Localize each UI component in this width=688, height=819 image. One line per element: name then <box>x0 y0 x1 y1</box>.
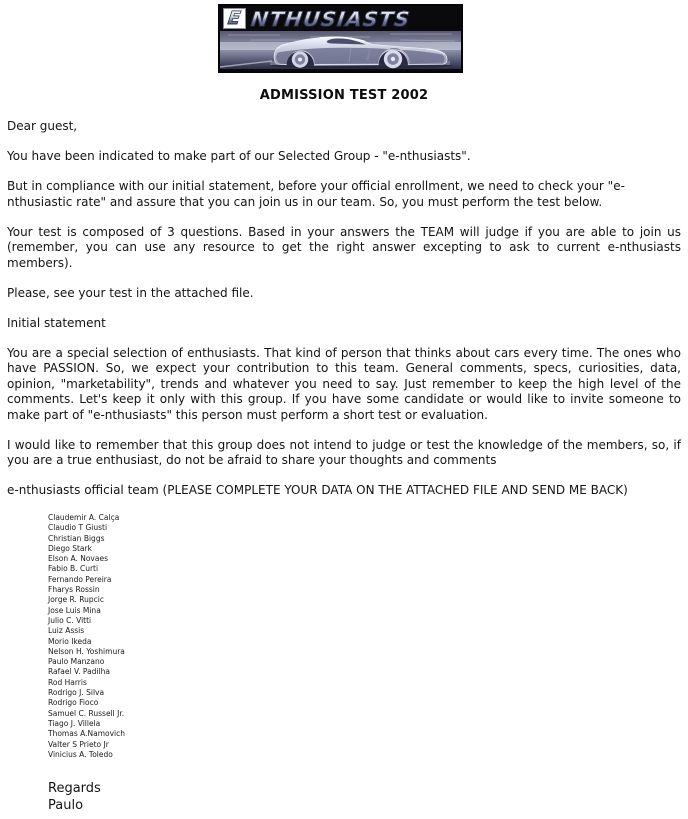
logo-text: NTHUSIASTS <box>249 6 412 31</box>
page-title: ADMISSION TEST 2002 <box>259 88 429 103</box>
member-name: Morio Ikeda <box>48 636 92 646</box>
member-name: Valter S Prieto Jr <box>48 739 109 749</box>
member-name: Rod Harris <box>48 677 87 687</box>
logo-bar <box>220 6 461 31</box>
logo-e-icon <box>223 8 246 29</box>
paragraph-reminder: I would like to remember that this group does not intend to judge or test the knowledge of the members, so, if you are a true enthusiast, do not be afraid to share your thoughts and comments <box>7 437 681 467</box>
member-name: Fernando Pereira <box>48 574 112 584</box>
member-name: Claudemir A. Calça <box>48 513 120 522</box>
member-name: Luiz Assis <box>48 626 85 636</box>
member-name: Rafael V. Padilha <box>48 667 110 677</box>
member-name: Julio C. Vitti <box>48 615 92 625</box>
member-name: Vinicius A. Toledo <box>48 749 113 759</box>
member-name: Fabio B. Curti <box>48 564 99 574</box>
email-document <box>0 4 688 819</box>
member-name: Tiago J. Villela <box>48 718 101 728</box>
closing-regards: Regards <box>48 781 101 797</box>
member-name: Jose Luis Mina <box>48 605 101 615</box>
paragraph-compliance: But in compliance with our initial statement, before your official enrollment, we need to check your "e-nthusiastic rate" and assure that you can join us in our team. So, you must perform the test below. <box>7 179 625 209</box>
member-name: Paulo Manzano <box>48 657 105 667</box>
member-name: Samuel C. Russell Jr. <box>48 708 125 718</box>
initial-statement-label: Initial statement <box>7 315 106 330</box>
member-name: Nelson H. Yoshimura <box>48 646 125 656</box>
member-name: Diego Stark <box>48 543 92 553</box>
member-name: Christian Biggs <box>48 533 105 543</box>
letter-body <box>0 119 688 814</box>
paragraph-invitation: You have been indicated to make part of our Selected Group - "e-nthusiasts". <box>7 149 471 163</box>
member-name: Rodrigo Fioco <box>48 698 99 708</box>
member-name: Rodrigo J. Silva <box>48 688 105 698</box>
member-name: Fharys Rossin <box>48 585 100 595</box>
enthusiasts-banner <box>218 4 463 73</box>
member-name: Elson A. Novaes <box>48 554 108 564</box>
member-name: Jorge R. Rupcic <box>48 595 104 605</box>
member-list <box>48 513 681 760</box>
member-name: Thomas A.Namovich <box>48 729 125 739</box>
paragraph-statement: You are a special selection of enthusiasts. That kind of person that thinks about cars every time. The ones who have PASSION. So, we expect your contribution to this team. General comments, specs, curiosities, data, opinion, "marketability", trends and whatever you need to say. Just remember to keep the high level of the comments. Let's keep it only with this group. If you have some candidate or would like to invite someone to make part of "e-nthusiasts" this person must perform a short test or evaluation. <box>7 345 681 422</box>
logo-initial: E <box>226 7 243 29</box>
salutation: Dear guest, <box>7 119 78 133</box>
official-team-line: e-nthusiasts official team (PLEASE COMPLETE YOUR DATA ON THE ATTACHED FILE AND SEND ME BACK) <box>7 483 628 497</box>
sports-car-image <box>220 31 461 69</box>
closing-block <box>48 781 681 814</box>
car-illustration <box>220 31 461 69</box>
paragraph-test-rules: Your test is composed of 3 questions. Based in your answers the TEAM will judge if you are able to join us (remember, you can use any resource to get the right answer excepting to ask to current e-nthusiasts members). <box>7 224 681 270</box>
paragraph-attached-file: Please, see your test in the attached file. <box>7 285 254 300</box>
closing-signature: Paulo <box>48 797 84 813</box>
member-name: Claudio T Giusti <box>48 523 108 533</box>
